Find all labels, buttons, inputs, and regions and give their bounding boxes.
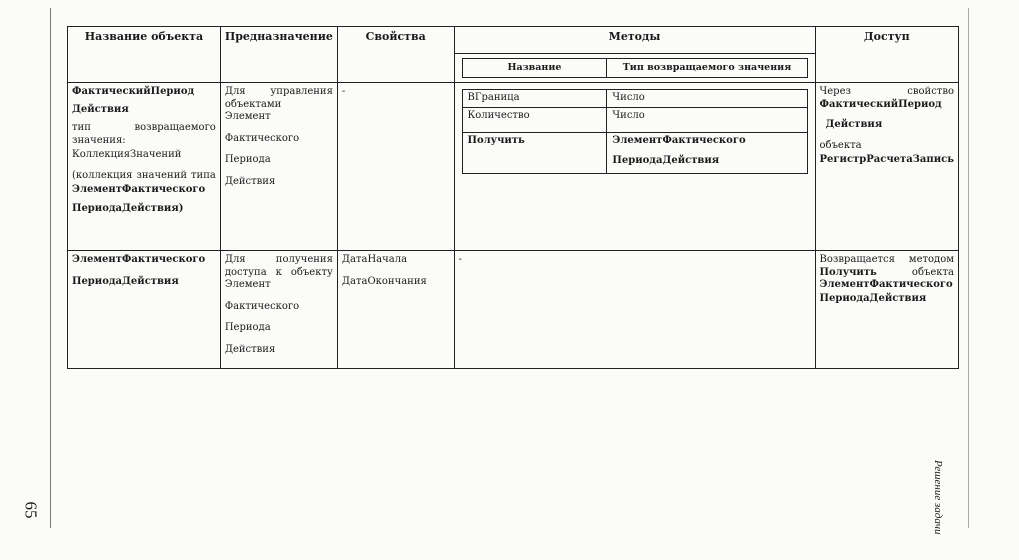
purpose-line: Периода	[224, 322, 271, 333]
access-object-cont: ПериодаДействия	[819, 292, 927, 304]
access-method-line	[820, 267, 954, 280]
method-name: Получить	[462, 132, 607, 173]
object-name-cell	[68, 251, 221, 369]
running-title: Решение задачи	[932, 460, 944, 535]
property-name: ДатаНачала	[341, 254, 408, 265]
header-methods: Методы	[454, 27, 815, 54]
methods-cell: -	[454, 251, 815, 369]
access-cell	[815, 251, 958, 369]
access-cell	[815, 83, 958, 251]
methods-cell	[454, 83, 815, 251]
header-method-return: Тип возвращаемого значения	[607, 59, 807, 78]
method-return: Число	[607, 90, 807, 108]
purpose-line: Действия	[224, 175, 276, 187]
method-return	[607, 132, 807, 173]
table-row	[68, 83, 959, 251]
page-edge-line	[50, 8, 51, 528]
header-method-name: Название	[462, 59, 607, 78]
methods-subheader	[454, 54, 815, 83]
object-name-cell	[68, 83, 221, 251]
header-access: Доступ	[815, 27, 958, 83]
return-type-label: тип возвращаемого значения:	[72, 122, 216, 146]
header-properties: Свойства	[337, 27, 454, 83]
purpose-line: Действия	[224, 343, 276, 355]
header-name: Название объекта	[68, 27, 221, 83]
page-edge-line-right	[968, 8, 969, 528]
object-name: ФактическийПериод	[72, 86, 195, 97]
collection-type: ЭлементФактического	[72, 184, 206, 195]
purpose-cell	[220, 83, 337, 251]
access-text: Возвращается методом	[819, 254, 954, 265]
properties-cell: -	[337, 83, 454, 251]
method-return-line: ПериодаДействия	[612, 155, 720, 166]
property-name: ДатаОкончания	[341, 275, 427, 287]
properties-cell	[337, 251, 454, 369]
collection-note: (коллекция значений типа	[72, 169, 216, 181]
purpose-cell	[220, 251, 337, 369]
object-name: ЭлементФактического	[72, 254, 206, 265]
methods-table	[462, 89, 808, 174]
header-row	[68, 27, 959, 54]
access-text: объекта	[911, 266, 954, 278]
purpose-text: Для получения доступа к объекту	[224, 254, 333, 278]
method-row	[462, 90, 807, 108]
header-purpose: Предназначение	[220, 27, 337, 83]
access-object: ЭлементФактического	[819, 279, 953, 290]
objects-table	[67, 26, 959, 369]
method-name: ВГраница	[462, 90, 607, 108]
method-row	[462, 107, 807, 132]
page-number: 65	[21, 501, 41, 519]
purpose-line: Элемент	[224, 279, 271, 290]
return-type: КоллекцияЗначений	[72, 149, 182, 160]
object-name-cont: Действия	[72, 103, 129, 115]
purpose-line: Фактического	[224, 300, 300, 312]
access-method: Получить	[819, 266, 877, 278]
method-name: Количество	[462, 107, 607, 132]
access-text: объекта	[819, 139, 862, 151]
purpose-text: Для управления объектами	[224, 86, 333, 110]
collection-type-cont: ПериодаДействия)	[72, 202, 184, 214]
purpose-line: Фактического	[224, 132, 300, 144]
method-return: Число	[607, 107, 807, 132]
object-name-cont: ПериодаДействия	[72, 275, 179, 287]
table-row	[68, 251, 959, 369]
access-property: ФактическийПериод	[819, 98, 942, 110]
access-object: РегистрРасчетаЗапись	[819, 154, 954, 165]
access-property-cont: Действия	[825, 119, 883, 130]
method-return-line: ЭлементФактического	[612, 134, 746, 146]
purpose-line: Элемент	[224, 111, 271, 122]
access-text: Через свойство	[819, 86, 954, 97]
methods-subheader-table	[462, 58, 808, 78]
method-row	[462, 132, 807, 173]
purpose-line: Периода	[224, 154, 271, 165]
